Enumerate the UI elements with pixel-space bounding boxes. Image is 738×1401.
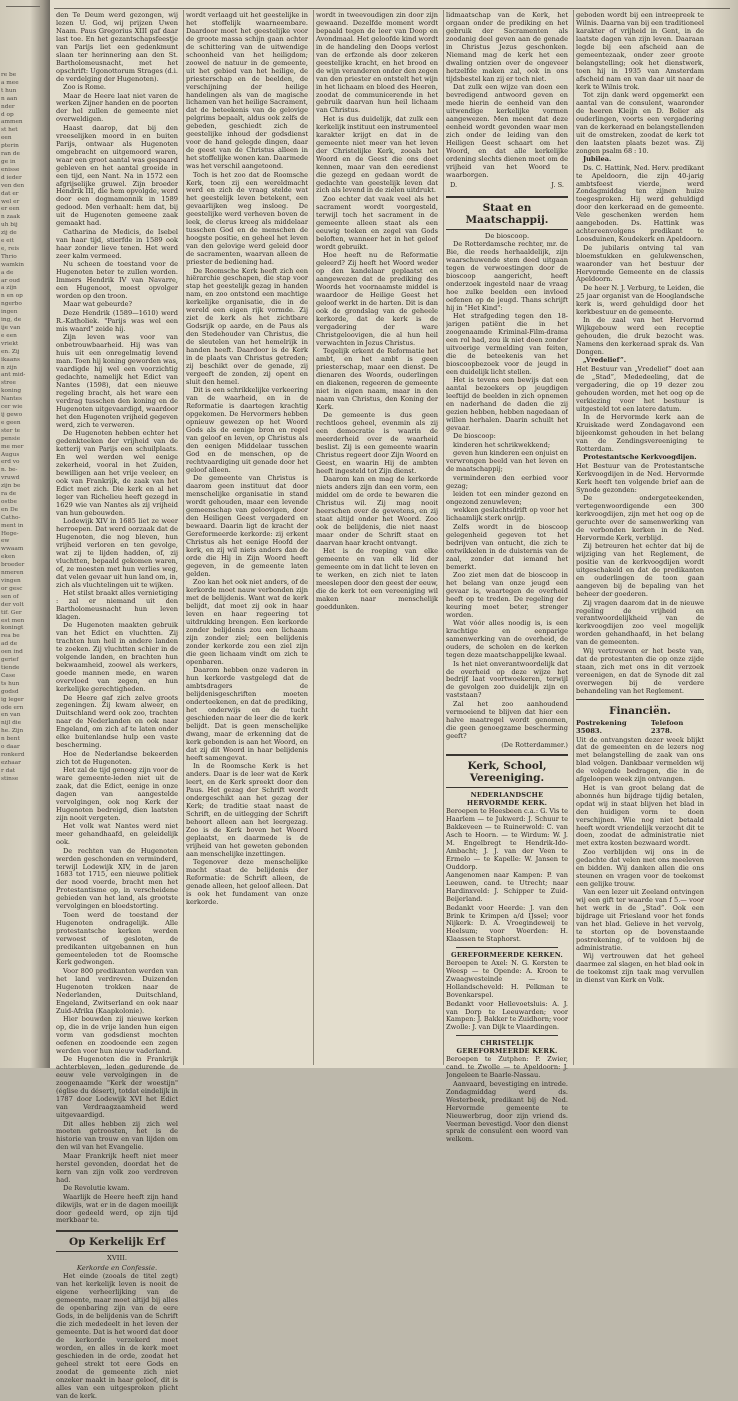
gutter-line: godsd [1, 688, 19, 695]
article-kerkorde-end [446, 12, 568, 180]
announcements-geref [446, 960, 568, 1032]
jubilea-lead: Jubilea. [583, 155, 612, 164]
section-heading-financien: Financiën. [609, 704, 671, 717]
paragraph: Is het niet onverantwoordelijk dat de overheid op deze wijze het bedrijf laat voortwoekeren, terwijl de gevolgen zoo duidelijk zijn en vaststaan? [446, 659, 568, 700]
paragraph: De bioscoop: [453, 432, 496, 441]
subheading-chr-geref: CHRISTELIJK GEREFORMEERDE KERK. [456, 1039, 558, 1056]
section-heading-staat: Staat en Maatschappij. [446, 196, 568, 230]
gutter-line: e een [1, 332, 17, 339]
paragraph: Zoo kan het ook niet anders, of de kerkorde moet nauw verbonden zijn met de belijdenis. Want wat de kerk belijdt, dat moet zij ook in haar leven en haar regeering tot uitdrukking brengen. Een kerkorde zonder belijdenis zou een lichaam zijn zonder ziel; een belijdenis zonder kerkorde zou een ziel zijn die geen lichaam vindt om zich te openbaren. [186, 578, 308, 666]
gutter-line: ngerbo [1, 301, 22, 308]
gutter-line: enisse [1, 166, 20, 173]
paragraph: In de Hervormde kerk aan de Kruiskade werd Zondagavond een bijeenkomst gehouden in het belang van de Zendingsvereeniging te Rotterdam. [576, 413, 704, 453]
subheading-geref: GEREFORMEERDE KERKEN. [450, 951, 564, 960]
gutter-line: Catho- [1, 514, 21, 521]
paragraph: geboden wordt bij een intreepreek te Wilnis. Daarna van bij een traditioneel karakter of vrijheid in Gent, in de laatste dagen van zijn leven. Daaraan legde bij een afscheid aan de gemeentezaak, onder zeer groote belangstelling; ook het dienstwerk, toen hij in 1935 van Amsterdam afscheid nam en van daar uit naar de kerk te Wilnis trok. [576, 12, 704, 91]
article-bioscoop [446, 241, 568, 741]
gutter-line: ode ern [1, 704, 24, 711]
gutter-line: o daar [1, 744, 20, 751]
paragraph: De Revolutie kwam. [63, 1184, 130, 1193]
paragraph: Nu scheen de toestand voor de Hugenoten beter te zullen worden. Immers Hendrik IV van Navarre, een Hugenoot, moest opvolger worden op den troon. [56, 260, 178, 300]
paragraph: De Rotterdamsche rechter, mr. de Bie, die reeds herhaaldelijk, zijn waarschuwende stem deed uitgaan tegen de verwoestingen door de bioscoop aangericht, heeft onderzoek ingesteld naar de vraag hoe zulke beelden een invloed oefenen op de jeugd. Thans schrijft hij in "Het Kind": [446, 240, 568, 312]
gutter-line: wwaam [1, 546, 24, 553]
page-edge-shadow [704, 0, 738, 1068]
article-subtitle-bioscoop: De bioscoop. [484, 232, 530, 241]
gutter-line: ij gewo [1, 411, 23, 418]
section-heading-kerk-school: Kerk, School, Vereeniging. [446, 754, 568, 788]
gutter-line: ew [1, 538, 10, 545]
paragraph: Het is van groot belang dat de abonnés hun bijdrage tijdig betalen, opdat wij in staat blijven het blad in den huidigen vorm te doen verschijnen. Wie nog niet betaald heeft wordt vriendelijk verzocht dit te doen, zoodat de administratie niet met extra kosten bezwaard wordt. [576, 783, 704, 848]
column-rule [443, 10, 444, 1065]
gutter-line: n zijn [1, 364, 18, 371]
paragraph: Toen werd de toestand der Hugenoten ondragelijk. Alle protestantsche kerken werden verwoest of gesloten, de predikanten uitgebannen en hun gemeenteleden tot de Roomsche Kerk gedwongen. [56, 910, 178, 967]
gutter-line: ts hun [1, 680, 20, 687]
gutter-line: stree [1, 380, 16, 387]
column-rule [183, 10, 184, 1065]
gutter-line: ammen [1, 119, 23, 126]
article-number: XVIII. [107, 1254, 127, 1263]
article-intrede [576, 12, 704, 156]
paragraph: geven hun kinderen een onjuist en verwrongen beeld van het leven en de maatschappij; [446, 449, 568, 474]
gutter-line: ikaans [1, 356, 20, 363]
paragraph: Zoo ziet men dat de bioscoop in het belang van onze jeugd een gevaar is, waartegen de overheid heeft op te treden. De regeling der keuring moet beter, strenger worden. [446, 571, 568, 619]
gutter-line: nijl die [1, 720, 22, 727]
gutter-line: vingen [1, 578, 21, 584]
gutter-line: Case [1, 672, 16, 679]
gutter-line: dat er [1, 190, 19, 197]
announcements-ned-herv [446, 808, 568, 944]
gutter-line: nder [1, 103, 15, 110]
article-jubilea [576, 165, 704, 357]
gutter-line: vruwd [1, 475, 20, 482]
article-kerkorde-continued [186, 12, 308, 907]
postrekening: Postrekening 35083. [576, 718, 627, 735]
gutter-line: st het [1, 127, 18, 134]
gutter-line: eken [1, 554, 16, 561]
telefoon: Telefoon 2378. [650, 718, 684, 735]
gutter-line: ingen [1, 309, 18, 316]
gutter-line: Augus [1, 451, 20, 458]
paragraph: In de zaal van het Hervormd Wijkgebouw werd een receptie gehouden, die druk bezocht was. Namens den kerkeraad sprak ds. Van Dongen. [576, 316, 704, 357]
paragraph: Het stilst braakt alles vernietiging : zal er niemand uit den Bartholomeusnacht hun leven klagen. [56, 589, 178, 621]
gutter-line: r dat [1, 767, 16, 774]
paragraph: Maar wat gebeurde? [63, 300, 133, 309]
signature [446, 180, 568, 191]
paragraph: De gemeente is dus geen rechtloos geheel, evenmin als zij een democratie is waarin de meerderheid over de waarheid beslist. Zij is een gemeente waarin Christus regeert door Zijn Woord en Geest, en waarin Hij de ambten heeft ingesteld tot Zijn dienst. [316, 411, 438, 475]
gutter-line: pterin [1, 143, 19, 150]
divider [576, 699, 704, 700]
gutter-line: der volt [1, 601, 24, 608]
paragraph: Het strafgeding tegen den 18-jarigen patiënt die in het zoogenaamde Kriminal-Film-drama een rol had, zou ik niet doen zonder uitvoerige vermelding van feiten, die de beteekenis van het bioscoopbezoek voor de jeugd in een duidelijk licht stellen. [446, 312, 568, 376]
article-kerkorde [56, 1273, 178, 1400]
gutter-line: d op [1, 111, 14, 118]
paragraph: Het Bestuur van „Vredelief” doet aan de „Stad”, Mededeeling, dat de vergadering, die op 19 dezer zou gehouden worden, met het oog op de verkiezing voor het bestuur is uitgesteld tot een latere datum. [576, 364, 704, 413]
gutter-line: ad de [1, 641, 18, 648]
gutter-line: Nantes [1, 396, 22, 403]
paragraph: Daarom hebben onze vaderen in hun kerkorde vastgelegd dat de ambtsdragers de belijdenisgeschriften moeten onderteekenen, en dat de prediking, het onderwijs en de tucht geschieden naar de leer die de kerk belijdt. Dat is geen menschelijke dwang, maar de erkenning dat de kerk gebonden is aan het Woord, en dat zij dit Woord in haar belijdenis heeft samengevat. [186, 666, 308, 762]
gutter-line: sen of [1, 593, 19, 600]
gutter-line: d ieder [1, 174, 22, 181]
paragraph: Het is de roeping van elke gemeente en van elk lid der gemeente om in dat licht te leven en te werken, en zich niet te laten meeslepen door den geest der eeuw, die de kerk tot een vereeniging wil maken naar menschelijk goeddunken. [316, 547, 438, 612]
paragraph: Zij betreuren het echter dat bij de wijziging van het Reglement, de positie van de kerkvoogdijen wordt uitgeschakeld en dat de predikanten en ouderlingen de toon gaan aangeven bij de bepaling van het beheer der goederen. [576, 542, 704, 599]
column-4 [446, 12, 568, 1145]
paragraph: Catharina de Medicis, de Isebel van haar tijd, stierfde in 1589 ook haar zonder lieve tenen. Het werd zeer kalm vermeed. [56, 227, 178, 260]
paragraph: Het is dus duidelijk, dat zulk een kerkelijk instituut een instrumenteel karakter krijgt en dat in de gemeente niet meer van het leven der Christelijke Kerk, zooals het Woord en de Geest die ons doet kennen, maar van den eeredienst die gezegd en gedaan wordt de gedachte van geestelijk leven dat zich als levend in de zielen uitdrukt. [316, 114, 438, 195]
gutter-line: ar oud [1, 277, 21, 284]
paragraph: Maar Frankrijk heeft niet meer herstel gevonden, doordat het de kern van zijn volk zoo verdreven had. [56, 1151, 178, 1184]
paragraph: Zelfs wordt in de bioscoop gelegenheid gegeven tot het bedrijven van ontucht, die zich te ontwikkelen in de duisternis van de zaal, zonder dat iemand het bemerkt. [446, 522, 568, 571]
article-source: (De Rotterdammer.) [501, 741, 568, 750]
paragraph: De rechten van de Hugenoten werden geschonden en verminderd, terwijl Lodewijk XIV, in de jaren 1683 tot 1715, een nieuwe politiek der nood voerde, bracht men het Protestantisme op, in verscheidene gebieden van het land, als grootste vervolgingen en bloedstorting. [56, 846, 178, 911]
article-kerkorde-continued-2 [316, 12, 438, 612]
gutter-rule [6, 6, 40, 15]
gutter-line: Hege- [1, 530, 19, 537]
paragraph: Het is tevens een bewijs dat een aantal bezoekers op jeugdigen leeftijd de beelden in zich opnemen en naderhand de daden die zij gezien hebben, hebben nagedaan of willen herhalen. Daarin schuilt het gevaar. [446, 376, 568, 432]
gutter-line: pensie [1, 435, 21, 442]
gutter-line: en. Zij [1, 348, 20, 355]
paragraph: Zoo verblijden wij ons in de gedachte dat velen met ons meeleven en bidden. Wij danken allen die ons steunen en vragen voor de toekomst een gelijke trouw. [576, 847, 704, 888]
paragraph: Ds. C. Hattink, Ned. Herv. predikant te Apeldoorn, die zijn 40-jarig ambtsfeest vierde, werd Zondagmiddag ten zijnen huize toegesproken. Hij werd gehuldigd door den kerkeraad en de gemeente. Vele geschenken werden hem aangeboden. Ds. Hattink was achtereenvolgens predikant te Loosduinen, Koudekerk en Apeldoorn. [576, 163, 704, 244]
divider [456, 1035, 558, 1036]
gutter-line: erd vo [1, 459, 20, 466]
gutter-line: a zijn [1, 285, 17, 292]
article-kerkvoogdijen [576, 463, 704, 696]
column-rule [573, 10, 574, 1065]
paragraph: wordt in tweevoudigen zin door zijn gewaand. Dezelfde moment wordt bepaald tegen de leer van Doop en Avondmaal. Het geloofde kind wordt in de handeling den Doops verlost van de erfzonde als door zekeren geestelijke kracht, en het brood en de wijn veranderen onder den zegen van den priester en ontstelt het wijn in het lichaam en bloed des Heeren, zoodat de communicerende in het gebruik daarvan hun heil lichaam van Christus. [316, 12, 438, 115]
paragraph: In de Roomsche Kerk is het anders. Daar is de leer wat de Kerk leert, en de Kerk spreekt door den Paus. Het gezag der Schrift wordt ondergeschikt aan het gezag der Kerk; de traditie staat naast de Schrift, en de uitlegging der Schrift behoort alleen aan het leergezag. Zoo is de Kerk boven het Woord geplaatst, en daarmede is de vrijheid van het geweten gebonden aan menschelijke inzettingen. [186, 762, 308, 858]
paragraph: Uit de ontvangsten dezer week blijkt dat de gemeenten en de lezers nog met belangstelling de zaak van ons blad volgen. Dankbaar vermelden wij de volgende bedragen, die in de afgeloopen week zijn ontvangen. [576, 735, 704, 784]
paragraph: De ondergeteekenden, vertegenwoordigende een 300 kerkvoogdijen, zijn met het oog op de geruchte over de samenwerking van de verbonden kerken in de Ned. Hervormde Kerk, verblijd. [576, 494, 704, 542]
gutter-line: zij de [1, 230, 17, 237]
gutter-line: ronkerd [1, 751, 25, 758]
paragraph: De Roomsche Kerk heeft zich een hiërarchie geschapen, die stap voor stap het geestelijk gezag in handen nam, en zoo ontstond een machtige kerkelijke organisatie, die in de wereld een eigen rijk vormde. Zij ziet de kerk als het zichtbare Godsrijk op aarde, en de Paus als den Stedehouder van Christus, die de sleutelen van het hemelrijk in handen heeft. Daardoor is de Kerk in de plaats van Christus getreden; zij beschikt over de genade, zij vergeeft de zonden, zij opent en sluit den hemel. [186, 266, 308, 386]
section-heading-kerkelijk-erf: Op Kerkelijk Erf [56, 1230, 178, 1252]
gutter-text [1, 72, 35, 784]
paragraph: Dat zulk een wijze van doen een bevredigend antwoord geven en mede hierin de eenheid van den uitwendige kerkelijke vormen aangewezen. Men meent dat deze eenheid wordt gevonden waar men zich onder de leiding van den Heiligen Geest schaart om het Woord, en dat alle kerkelijke ordening slechts dienen moet om de vrijheid van het Woord te waarborgen. [446, 83, 568, 179]
paragraph: Hoe de Nederlandse bekeerden zich tot de Hugenoten. [56, 749, 178, 766]
paragraph: wekken geslachtsdrift op voor het lichaamlijk sterk onrijp. [446, 506, 568, 523]
paragraph: Toch is het zoo dat de Roomsche Kerk, toen zij een wereldmacht werd en zich de vraag stelde wat het geestelijk leven betekent, een gevaarlijken weg insloeg. De geestelijke werd verheven boven de leek, de clerus kreeg als middelaar tusschen God en de menschen de hoogste positie, en geheel het leven van den gelovige werd geleid door de sacramenten, waarvan alleen de priester de bediening had. [186, 170, 308, 267]
article-vredelief [576, 366, 704, 454]
gutter-line: ment in [1, 522, 24, 529]
paragraph: Tegelijk erkent de Reformatie het ambt, en het ambt is geen priesterschap, maar een dienst. De dienaren des Woords, ouderlingen en diakenen, regeeren de gemeente niet in eigen naam, maar in den naam van Christus, den Koning der Kerk. [316, 347, 438, 411]
previous-page-gutter [0, 0, 50, 1068]
paragraph: De gemeente van Christus is daarom geen instituut dat door menschelijke organisatie in stand wordt gehouden, maar een levende gemeenschap van geloovigen, door den Heiligen Geest vergaderd en bewaard. Daarin ligt de kracht der Gereformeerde kerkorde: zij erkent Christus als het eenige Hoofd der kerk, en zij wil niets anders dan de orde die Hij in Zijn Woord heeft gegeven, in de gemeente laten gelden. [186, 474, 308, 578]
paragraph: Beroepen te Axel: N. G. Kersten te Weesp — te Opende: A. Kroon te Zwaagwesteinde — te Hollandscheveld: H. Pelkman te Bovenkarspel. [446, 959, 568, 1000]
paragraph: Hier bouwden zij nieuwe kerken op, die in de vrije landen hun eigen vorm van godsdienst mochten oefenen en zoodoende een zegen werden voor hun nieuw vaderland. [56, 1015, 178, 1055]
column-3 [316, 12, 438, 612]
gutter-line: ig leger [1, 696, 24, 703]
paragraph: Haast daarop, dat bij den vreeselijken moord in en buiten Parijs, ontwaar als Hugenoten omgebracht en uitgemoord waren, waar een groot aantal was gespaard gebleven en het aantal groeide in een tijd, een Nant. Na in 1572 een afgrijselijke gruwel. Zijn broeder Hendrik III, die hem opvolgde, werd door een dogmamonnik in 1589 gedood. Men verhaalt: hem dat, bij uit de Hugenoten gemeene zaak gemaakt had. [56, 123, 178, 228]
gutter-line: en van [1, 712, 21, 719]
paragraph: Voor 800 predikanten werden van het land verdreven. Duizenden Hugenoten trokken naar de Nederlanden, Duitschland, Engeland, Zwitserland en ook naar Zuid-Afrika (Kaapkolonie). [56, 966, 178, 1015]
gutter-line: ven den [1, 182, 25, 189]
jubilea-para [576, 156, 704, 164]
gutter-line: ije van [1, 325, 21, 331]
subheading-ned-herv: NEDERLANDSCHE HERVORMDE KERK. [466, 791, 548, 808]
paragraph: Wij vertrouwen er het beste van, dat de protestanten die op onze zijde staan, zich met ons in dit verzoek vereenigen, en dat de Synode dit zal overwegen bij de verdere behandeling van het Reglement. [576, 646, 704, 695]
paragraph: den Te Deum werd gezongen, wij lezen U. God, wij prijzen Uwen Naam. Paus Gregorius XIII gaf daar last toe. En het gezantschapsfeestje van Parijs liet een gedenkmunt slaan ter herinnering aan den St. Bartholomeusnacht, met het opschrift: Ugonottorum Strages (d.i. de verdelging der Hugenoten). [56, 12, 178, 83]
prot-lead: Protestantsche Kerkvoogdijen. [583, 453, 697, 462]
paragraph: Bedankt voor Hellevoetsluis: A. J. van Dorp te Leeuwarden; voor Kampen: J. Bakker te Zuidhorn; voor Zwolle: J. van Dijk te Vlaardingen. [446, 999, 568, 1032]
paragraph: De Hugenoten die in Frankrijk achterbleven, leden gedurende de eeuw vele vervolgingen in de zoogenaamde "Kerk der woestijn" (église du désert), totdat eindelijk in 1787 door Lodewijk XVI het Edict van Verdraagzaamheid werd uitgevaardigd. [56, 1055, 178, 1120]
paragraph: Wat vóór alles noodig is, is een krachtige en eenparige samenwerking van de overheid, de ouders, de scholen en de kerken tegen deze maatschappelijke kwaal. [446, 619, 568, 660]
gutter-line: e eit [1, 238, 14, 245]
paragraph: leiden tot een minder gezond en ongezond zenuwleven; [446, 490, 568, 507]
paragraph: Dit alles hebben zij zich wel moeten getroosten, het is de historie van trouw en van lijden om den wil van het Evangelie. [56, 1119, 178, 1152]
gutter-line: wel er [1, 198, 20, 205]
gutter-line: koningt [1, 625, 24, 632]
paragraph: Het zal de tijd genoeg zijn voor de ware gemeente-leden niet uit de zaak, dat die Edict, eenige in onze dagen van aangestelde vervolgingen, ook nog Kerk der Hugenoten bedreigd, dien laatsten zijn nooit vergeten. [56, 766, 178, 822]
announcements-chr-geref [446, 1056, 568, 1144]
gutter-line: en De [1, 506, 19, 513]
gutter-line: ostbe [1, 498, 17, 505]
paragraph: De heer N. J. Verburg, te Leiden, die 25 jaar organist van de Hooglandsche kerk is, werd gehuldigd door het kerkbestuur en de gemeente. [576, 283, 704, 316]
gutter-line: a de [1, 269, 14, 276]
paragraph: Beroepen te Heesbeen c.a.: G. Vis te Haarlem — te Jukwerd: J. Schuur te Bakkeveen — te Ruinerwold: C. van Asch te Hoorn. — te Wirdum: W. J. M. Engelbregt te Hendrik-Ido-Ambacht; J. J. van der Veen te Ermelo — te Kapelle: W. Jansen te Ouddorp. [446, 807, 568, 871]
gutter-line: Thrio [1, 253, 17, 260]
paragraph: Deze Hendrik (1589—1610) werd R.-Katholiek. "Parijs was wel een mis waard" zeide hij. [56, 308, 178, 333]
paragraph: Hoe heeft nu de Reformatie geleerd? Zij heeft het Woord weder op den kandelaar geplaatst en aangewezen dat de prediking des Woords het voornaamste middel is waardoor de Heilige Geest het geloof werkt in de harten. Dit is dan ook de grondslag van de geheele kerkorde, dat de kerk is de vergadering der ware Christgeloovigen, die al hun heil verwachten in Jezus Christus. [316, 251, 438, 347]
gutter-line: t hun [1, 87, 17, 94]
gutter-line: rea be [1, 633, 20, 640]
article-subtitle-text: Kerkorde en Confessie. [76, 1264, 158, 1273]
column-5 [576, 12, 704, 986]
paragraph: De Hugenoten maakten gebruik van het Edict en vluchtten. Zij trachten hun heil in andere landen te zoeken. Zij vluchtten schier in de volgende landen, en brachten hun bekwaamheid, zoowel als werkers, goede mannen mede, en waren overvloed van zegen, en hun kerkelijke gerechtigheden. [56, 621, 178, 694]
gutter-line: est men [1, 617, 25, 624]
gutter-line: tif. Ger [1, 609, 22, 616]
paragraph: Zoo echter dat vaak veel als het sacrament wordt voorgesteld, terwijl toch het sacrament in de gemeente alleen staat als een eeuwig teeken en zegel van Gods beloften, wanneer het in het geloof wordt gebruikt. [316, 194, 438, 251]
paragraph: verminderen den eerbied voor gezag; [446, 473, 568, 490]
paragraph: Het einde (zooals de titel zegt) van het kerkelijk leven is nooit de eigene verheerlijking van de gemeente, maar moet altijd bij alles de openbaring zijn van de eere Gods, in de belijdenis van de Schrift die zich mededeelt in het leven der gemeente. Dat is het woord dat door de kerkorde verzekerd moet worden, en alles in de kerk moet geschieden in de orde, zoodat het geheel strekt tot eere Gods en zoodat de gemeente zich niet onzeker maakt in haar geloof, dit is alles van een uitgesproken plicht van de kerk. [56, 1272, 178, 1400]
gutter-line: e, reis [1, 245, 20, 252]
paragraph: wordt verlaagd uit het geestelijke in het stoffelijk waarneembare. Daardoor moet het geestelijke voor de groote massa schijn gaan achter de schittering van de uitwendige schoonheid van het heiligdom; zoowel de natuur in de gemeente, uit het gebied van het heilige, de priesterschap en de beelden, de verschijning der heilige handelingen als van de magische lichamen van het heilige Sacrament, dat de beteekenis van de gelovige pelgrims bepaalt, aldus ook zelfs de gebeden, geschiedt zich de geestelijke inhoud der godsdienst voor de hand gelegde dingen, daar de geest van de Christus alleen in het stoffelijke wonen kan. Daarmede was het verschil aangetoond. [186, 12, 308, 171]
gutter-line: ezhaar [1, 759, 21, 766]
paragraph: Het Bestuur van de Protestantsche Kerkvoogdijen in de Ned. Hervormde Kerk heeft ten volgende brief aan de Synode gezonden: [576, 461, 704, 494]
top-rule [54, 8, 730, 9]
paragraph: Tot zijn dank werd opgemerkt een aantal van de consulent, waaronder de heeren Kleijn en D. Bolier als ouderlingen, voorts een vergadering van de kerkeraad en belangstellenden uit de omstreken, zoodat de kerk tot den laatsten plaats bezet was. Zij zongen psalm 68 : 10. [576, 91, 704, 155]
divider [456, 947, 558, 948]
article-financien [576, 737, 704, 986]
paragraph: Aanvaard, bevestiging en intrede. Zondagmiddag werd ds. Westerbeek, predikant bij de Ned. Hervormde gemeente te Nieuwerbrug, door zijn vriend ds. Veerman bevestigd. Voor den dienst sprak de consulent een woord van welkom. [446, 1079, 568, 1144]
column-2 [186, 12, 308, 907]
gutter-line: ran de [1, 151, 20, 158]
vredelief-lead: „Vredelief”. [583, 356, 627, 365]
gutter-line: zijn be [1, 483, 21, 490]
gutter-line: koning [1, 388, 22, 395]
paragraph: Maar de Heere laat niet varen de werken Zijner handen en de poorten der hel zullen de gemeente niet overweldigen. [56, 91, 178, 124]
gutter-line: oen ind [1, 649, 23, 656]
paragraph: Zoo is Rome. [63, 83, 106, 92]
gutter-line: ant mid- [1, 372, 26, 379]
article-hugenoten [56, 12, 178, 1225]
paragraph: De Hugenoten hebben echter het gedenkteeken der vrijheid van de ketterij van Parijs een schuilplaats. En wel werden wel eenige zekerheid, vooral in het Zuiden, bewilligen aan het vrije veeleer, en ook van Frankrijk, de zaak van het Edict met zich. Die kerk en al het leger van Richelieu heeft gezegd in 1629 wie van Nantes als zij vrijheid van hun gebouwden. [56, 429, 178, 517]
paragraph: Waarlijk de Heere heeft zijn hand dikwijls, wat er in de dagen moeilijk door gedeeld werd, op zijn tijd merkbaar te. [56, 1192, 178, 1225]
paragraph: Wij vertrouwen dat het geheel daarmee zal slagen, en het blad ook in de toekomst zijn taak mag vervullen in dienst van Kerk en Volk. [576, 952, 704, 985]
gutter-line: een [1, 135, 12, 142]
gutter-line: ge in [1, 158, 16, 165]
gutter-line: n. be- [1, 467, 18, 474]
gutter-line: tiende [1, 664, 20, 671]
gutter-line: e geen [1, 419, 21, 426]
gutter-line: n aan [1, 95, 18, 102]
column-1 [56, 12, 178, 1401]
paragraph: Zij vragen daarom dat in de nieuwe regeling de vrijheid en verantwoordelijkheid van de kerkvoogdijen zoo veel mogelijk worden gehandhaafd, in het belang van de gemeenten. [576, 598, 704, 647]
gutter-line: vriekt [1, 340, 19, 347]
gutter-line: broeder [1, 562, 25, 569]
gutter-line: wamkin [1, 261, 25, 268]
gutter-line: ster te [1, 427, 21, 434]
gutter-line: n zaak [1, 214, 21, 221]
gutter-line: or gesc [1, 585, 23, 592]
signature-right: J. S. [551, 181, 564, 190]
gutter-line: ra de [1, 491, 17, 498]
paragraph: Dit is een schrikkelijke verkeering van de waarheid, en in de Reformatie is daartegen krachtig opgekomen. De Hervormers hebben opnieuw gewezen op het Woord Gods als de eenige bron en regel van geloof en leven, op Christus als den eenigen Middelaar tusschen God en de menschen, op de rechtvaardiging uit genade door het geloof alleen. [186, 386, 308, 474]
gutter-line: uh bij [1, 222, 18, 229]
paragraph: Beroepen te Zutphen: P. Zwier, cand. te Zwolle — te Apeldoorn: J. Jongeleen te Baarle-Nassau. [446, 1055, 568, 1080]
paragraph: Zal het zoo aanhoudend vermoeiend te blijven dat hier een halve maatregel wordt genomen, die geen genoegzame bescherming geeft? [446, 699, 568, 740]
gutter-line: n en op [1, 293, 23, 300]
paragraph: Lodewijk XIV in 1685 liet ze weer herroepen. Dat werd oorzaak dat de Hugenoten, die nog bleven, hun vrijheid verloren en ten gevolge, wat zij te lijden hadden, of, zij vluchtten, bepaald gekomen waren, of, ze moesten met hun verlies weg, dat velen gevaar uit hun land om, in, zich als vluchtelingen uit te wijken. [56, 517, 178, 589]
gutter-line: gerief [1, 657, 19, 664]
paragraph: Bedankt voor Heerde: J. van den Brink te Krimpen a/d IJssel; voor Nijkerk: D. A. Vroegindeweij te Heelsum; voor Woerden: H. Klaassen te Staphorst. [446, 903, 568, 944]
signature-left: D. [450, 181, 458, 190]
gutter-line: me mer [1, 443, 24, 450]
gutter-line: re be [1, 72, 17, 78]
gutter-line: cer wie [1, 404, 23, 411]
paragraph: lidmaatschap van de Kerk, het orgaan onder de prediking en het gebruik der Sacramenten als zoodanig deel geven aan de genade in Christus Jezus geschonken. Niemand mag de kerk het een dwaling ontzien over de ongeveer hetzelfde maken zal, ook in ons tijdsbestel kan zij er toch niet. [446, 12, 568, 83]
gutter-line: ing, de [1, 317, 22, 324]
paragraph: Van een lezer uit Zeeland ontvingen wij een gift ter waarde van f 5.— voor het werk in de „Stad”. Ook een bijdrage uit Friesland voor het fonds van het blad. Gelieve in het vervolg, te storten op de bovenstaande postrekening, of te voldoen bij de administratie. [576, 888, 704, 952]
article-subtitle [56, 1264, 178, 1272]
gutter-line: nmeren [1, 570, 24, 577]
gutter-line: he. Zijn [1, 728, 24, 735]
paragraph: Het volk wat Nantes werd niet meer gehandhaafd, en geleidelijk ook. [56, 822, 178, 847]
gutter-line: a mee [1, 79, 19, 86]
postrekening-row [576, 719, 704, 735]
paragraph: De Heere gaf zich zelve groots zegeningen. Zij kwam alweer, en Duitschland werd ook zoo, trachten naar de Nederlanden en ook naar Engeland, om zich af te laten onder elke buitenlandse hulp een vaste bescherming. [56, 693, 178, 750]
paragraph: Zijn leven was voor van onbetrouwbaarheid. Hij was van huis uit een onregelmatig levend man. Toen hij koning geworden was, vaardigde hij wel een voorzichtig gedachte, namelijk het Edict van Nantes (1598), dat een nieuwe regeling bracht, als het ware een verdrag tusschen den koning en de Hugenoten uitgevaardigd, waardoor het den Hugenoten vrijheid gegeven werd, zich te verweren. [56, 333, 178, 429]
paragraph: Aangenomen naar Kampen: P. van Leeuwen, cand. te Utrecht; naar Hardinxveld: J. Schipper te Zuid-Beijerland. [446, 871, 568, 904]
gutter-line: er een [1, 206, 20, 213]
paragraph: Tegenover deze menschelijke macht staat de belijdenis der Reformatie: de Schrift alleen, de genade alleen, het geloof alleen. Dat is ook het fundament van onze kerkorde. [186, 858, 308, 906]
paragraph: Daarom kan en mag de kerkorde niets anders zijn dan een vorm, een middel om de orde te bewaren die Christus wil. Zij mag nooit heerschen over de gewetens, en zij staat altijd onder het Woord. Zoo ook de belijdenis, die niet naast maar onder de Schrift staat en daarvan haar kracht ontvangt. [316, 475, 438, 547]
paragraph: kinderen het schrikwekkend; [453, 440, 551, 449]
gutter-line: n bent [1, 736, 20, 743]
paragraph: De jubilaris ontving tal van bloemstukken en gelukwenschen, waaronder van het bestuur der Hervormde Gemeente en de classis Apeldoorn. [576, 243, 704, 284]
column-rule [313, 10, 314, 1065]
gutter-line: stinse [1, 775, 19, 782]
